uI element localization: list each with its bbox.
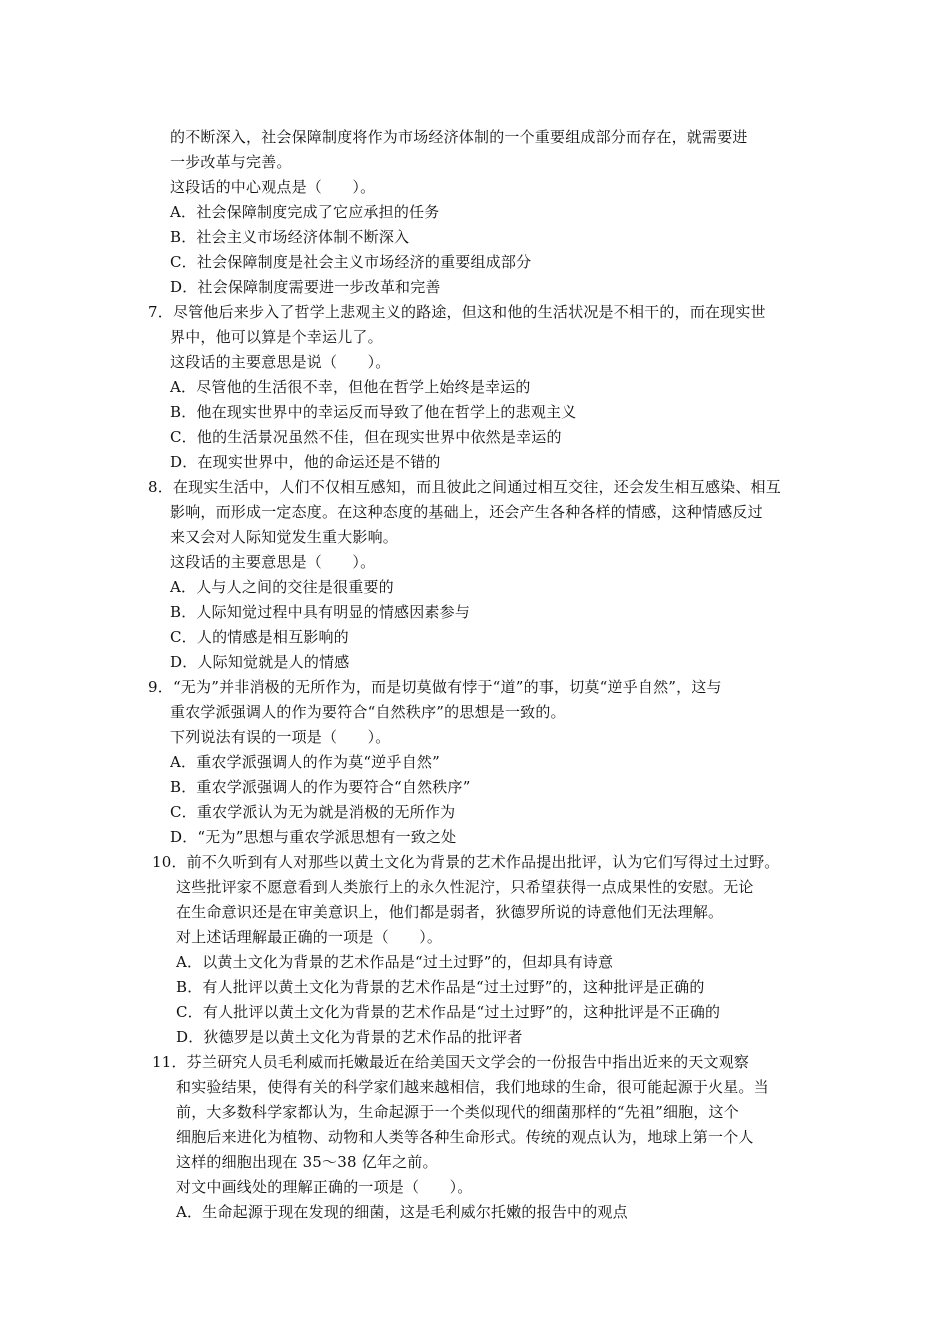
option-d: D．人际知觉就是人的情感 xyxy=(170,653,350,671)
option-a: A．重农学派强调人的作为莫“逆乎自然” xyxy=(170,753,440,771)
question-prompt: 这段话的中心观点是（ ）。 xyxy=(170,178,376,196)
question-prompt: 这段话的主要意思是（ ）。 xyxy=(170,553,376,571)
option-a: A．人与人之间的交往是很重要的 xyxy=(170,578,394,596)
passage-line: 影响，而形成一定态度。在这种态度的基础上，还会产生各种各样的情感，这种情感反过 xyxy=(170,503,763,521)
question-8-stem: 8．在现实生活中，人们不仅相互感知，而且彼此之间通过相互交往，还会发生相互感染、相互 xyxy=(148,478,781,496)
option-b: B．他在现实世界中的幸运反而导致了他在哲学上的悲观主义 xyxy=(170,403,577,421)
passage-line: 界中，他可以算是个幸运儿了。 xyxy=(170,328,383,346)
option-a: A．以黄土文化为背景的艺术作品是“过土过野”的，但却具有诗意 xyxy=(176,953,614,971)
question-10-stem: 10．前不久听到有人对那些以黄土文化为背景的艺术作品提出批评，认为它们写得过土过野。 xyxy=(152,853,780,871)
passage-line: 细胞后来进化为植物、动物和人类等各种生命形式。传统的观点认为，地球上第一个人 xyxy=(176,1128,754,1146)
question-prompt: 这段话的主要意思是说（ ）。 xyxy=(170,353,391,371)
passage-line: 前，大多数科学家都认为，生命起源于一个类似现代的细菌那样的“先祖”细胞，这个 xyxy=(176,1103,739,1121)
passage-line: 这样的细胞出现在 35～38 亿年之前。 xyxy=(176,1153,438,1171)
option-a: A．社会保障制度完成了它应承担的任务 xyxy=(170,203,440,221)
option-d: D．“无为”思想与重农学派思想有一致之处 xyxy=(170,828,457,846)
option-b: B．人际知觉过程中具有明显的情感因素参与 xyxy=(170,603,471,621)
option-d: D．社会保障制度需要进一步改革和完善 xyxy=(170,278,441,296)
passage-line: 这些批评家不愿意看到人类旅行上的永久性泥泞，只希望获得一点成果性的安慰。无论 xyxy=(176,878,754,896)
option-c: C．人的情感是相互影响的 xyxy=(170,628,349,646)
option-b: B．社会主义市场经济体制不断深入 xyxy=(170,228,410,246)
passage-line: 来又会对人际知觉发生重大影响。 xyxy=(170,528,399,546)
option-a: A．尽管他的生活很不幸，但他在哲学上始终是幸运的 xyxy=(170,378,531,396)
passage-line: 的不断深入，社会保障制度将作为市场经济体制的一个重要组成部分而存在，就需要进 xyxy=(170,128,748,146)
option-c: C．社会保障制度是社会主义市场经济的重要组成部分 xyxy=(170,253,532,271)
option-a: A．生命起源于现在发现的细菌，这是毛利威尔托嫩的报告中的观点 xyxy=(176,1203,628,1221)
question-11-stem: 11．芬兰研究人员毛利威而托嫩最近在给美国天文学会的一份报告中指出近来的天文观察 xyxy=(152,1053,750,1071)
option-d: D．狄德罗是以黄土文化为背景的艺术作品的批评者 xyxy=(176,1028,523,1046)
passage-line: 一步改革与完善。 xyxy=(170,153,292,171)
question-prompt: 下列说法有误的一项是（ ）。 xyxy=(170,728,391,746)
option-b: B．重农学派强调人的作为要符合“自然秩序” xyxy=(170,778,471,796)
passage-line: 重农学派强调人的作为要符合“自然秩序”的思想是一致的。 xyxy=(170,703,566,721)
question-9-stem: 9．“无为”并非消极的无所作为，而是切莫做有悖于“道”的事，切莫“逆乎自然”，这与 xyxy=(148,678,722,696)
option-c: C．他的生活景况虽然不佳，但在现实世界中依然是幸运的 xyxy=(170,428,562,446)
passage-line: 和实验结果，使得有关的科学家们越来越相信，我们地球的生命，很可能起源于火星。当 xyxy=(176,1078,769,1096)
question-7-stem: 7．尽管他后来步入了哲学上悲观主义的路途，但这和他的生活状况是不相干的，而在现实世 xyxy=(148,303,766,321)
question-prompt: 对上述话理解最正确的一项是（ ）。 xyxy=(176,928,443,946)
question-prompt: 对文中画线处的理解正确的一项是（ ）。 xyxy=(176,1178,473,1196)
option-d: D．在现实世界中，他的命运还是不错的 xyxy=(170,453,441,471)
option-c: C．重农学派认为无为就是消极的无所作为 xyxy=(170,803,456,821)
passage-line: 在生命意识还是在审美意识上，他们都是弱者，狄德罗所说的诗意他们无法理解。 xyxy=(176,903,724,921)
option-c: C．有人批评以黄土文化为背景的艺术作品是“过土过野”的，这种批评是不正确的 xyxy=(176,1003,721,1021)
option-b: B．有人批评以黄土文化为背景的艺术作品是“过土过野”的，这种批评是正确的 xyxy=(176,978,705,996)
